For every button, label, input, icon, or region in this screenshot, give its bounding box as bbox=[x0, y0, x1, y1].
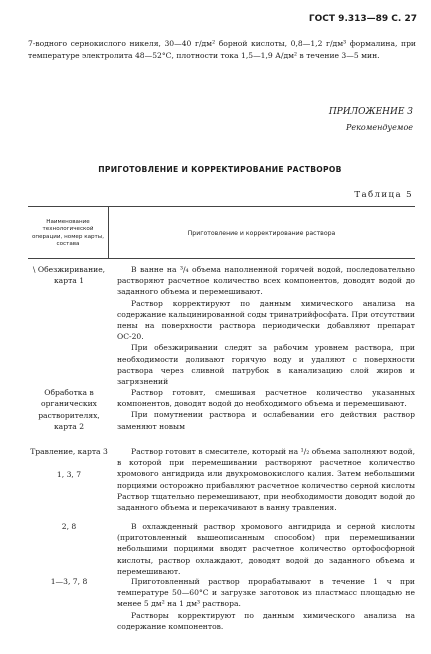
table-caption: Таблица 5 bbox=[354, 190, 413, 200]
text-paragraph: Раствор готовят, смешивая расчетное количество указанных компонентов, доводят водой до необходимого объема и перемешивают. bbox=[117, 388, 415, 409]
row-sublabel-etching: 1, 3, 7 bbox=[56, 470, 82, 479]
row-label-solvent: Обработка в органических растворителях, карта 2 bbox=[38, 388, 100, 432]
row-body-solvent bbox=[117, 387, 415, 432]
row-label-degreasing: \ Обезжиривание, карта 1 bbox=[32, 265, 106, 286]
table-header-operation: Наименование технологической операции, номер карты, состава bbox=[31, 219, 104, 247]
row-label-etching: Травление, карта 3 bbox=[30, 447, 108, 456]
text-paragraph: Растворы корректируют по данным химического анализа на содержание компонентов. bbox=[117, 610, 415, 631]
row-body-etching bbox=[117, 446, 415, 513]
text-paragraph: В ванне на ³/₄ объема наполненной горячей водой, последовательно растворяют расчетное количество всех компонентов, доводят водой до заданного объема и перемешивают. bbox=[117, 265, 415, 297]
row-label-1-3-7-8: 1—3, 7, 8 bbox=[50, 577, 88, 586]
text-paragraph: При помутнении раствора и ослабевании его действия раствор заменяют новым bbox=[117, 410, 415, 431]
section-title: ПРИГОТОВЛЕНИЕ И КОРРЕКТИРОВАНИЕ РАСТВОРОВ bbox=[98, 165, 342, 174]
row-body-degreasing bbox=[117, 264, 415, 387]
text-paragraph: Раствор готовят в смесителе, который на ¹/₂ объема заполняют водой, в которой при перемешивании растворяют расчетное количество хромового ангидрида или двухромовокислого калия. Затем небольшими порциями осторожно прибавляют расчетное количество серной кислоты Раствор тщательно перемешивают, при необходимости доводят водой до заданного объема и перекачивают в ванну травления. bbox=[117, 447, 415, 513]
row-label-2-8: 2, 8 bbox=[61, 522, 77, 531]
text-paragraph: При обезжиривании следят за рабочим уровнем раствора, при необходимости доливают горячую воду и удаляют с поверхности раствора через сливной патрубок в канализацию слой жиров и загрязнений bbox=[117, 343, 415, 387]
text-paragraph: В охлажденный раствор хромового ангидрида и серной кислоты (приготовленный вышеописанным способом) при перемешивании небольшими порциями вводят расчетное количество ортофосфорной кислоты, раствор охлаждают, доводят водой до заданного объема и перемешивают. bbox=[117, 522, 415, 576]
table-header bbox=[28, 206, 415, 259]
appendix-title: ПРИЛОЖЕНИЕ 3 bbox=[328, 107, 413, 117]
page-header: ГОСТ 9.313—89 С. 27 bbox=[308, 14, 417, 24]
intro-paragraph: 7-водного сернокислого никеля, 30—40 г/дм² борной кислоты, 0,8—1,2 г/дм³ формалина, при температуре электролита 48—52°С, плотности тока 1,5—1,9 А/дм² в течение 3—5 мин. bbox=[28, 39, 416, 60]
table-header-preparation: Приготовление и корректирование раствора bbox=[187, 230, 336, 237]
text-paragraph: Приготовленный раствор прорабатывают в течение 1 ч при температуре 50—60°С и загрузке заготовок из пластмасс площадью не менее 5 дм² на 1 дм³ раствора. bbox=[117, 577, 415, 609]
row-body-2-8 bbox=[117, 521, 415, 577]
appendix-status: Рекомендуемое bbox=[346, 123, 413, 132]
text-paragraph: Раствор корректируют по данным химического анализа на содержание кальцинированной соды тринатрийфосфата. При отсутствии пены на поверхности раствора периодически добавляют препарат ОС-20. bbox=[117, 298, 415, 342]
row-body-1-3-7-8 bbox=[117, 576, 415, 632]
